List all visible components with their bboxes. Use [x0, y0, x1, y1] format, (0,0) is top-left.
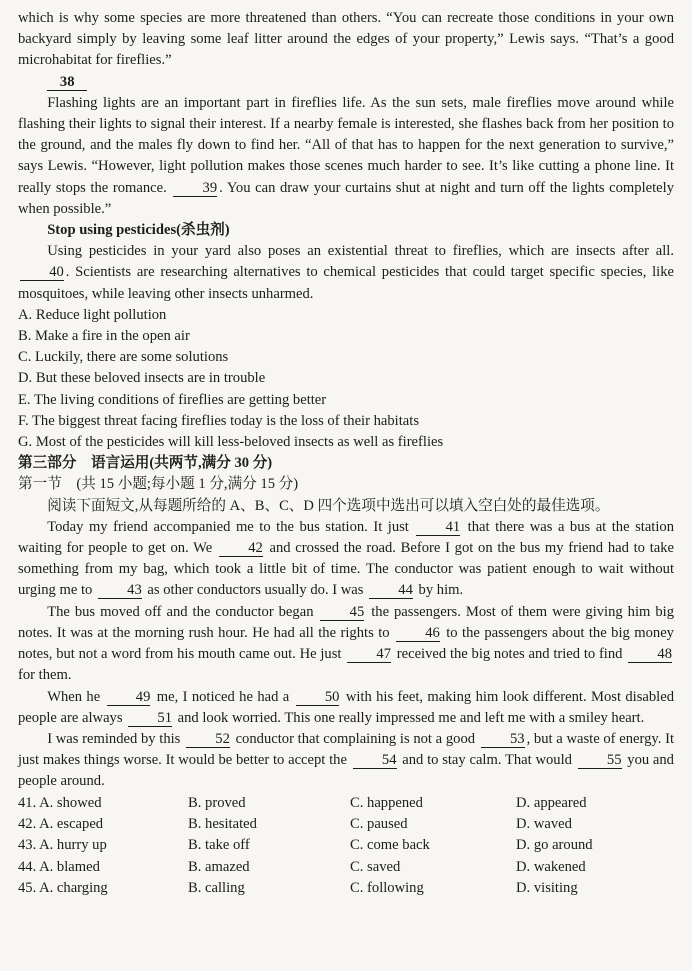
question-45-row — [18, 878, 674, 899]
blank-50: 50 — [296, 689, 340, 706]
q45-option-c: C. following — [350, 880, 424, 897]
blank-40: 40 — [20, 264, 64, 281]
blank-51: 51 — [128, 710, 172, 727]
blank-52: 52 — [186, 731, 230, 748]
paragraph-flashing-lights: Flashing lights are an important part in fireflies life. As the sun sets, male fireflies move around while flashing their lights to signal their interest. If a nearby female is interested, she flashes back from her position to the ground, and the males fly down to find her. “All of that has to happen for the next generation to survive,” says Lewis. “However, light pollution makes those scenes much harder to see. It’s like cutting a phone line. It really stops the romance. 39 . You can draw your curtains shut at night and turn off the lights completely when possible.” — [18, 94, 674, 217]
cloze-paragraph-4: I was reminded by this 52 conductor that complaining is not a good 53 , but a waste of energy. It just makes things worse. It would be better to accept the 54 and to stay calm. That would 55 you and people around. — [18, 730, 675, 790]
blank-55: 55 — [578, 752, 622, 769]
question-42-row — [18, 814, 674, 835]
q43-option-c: C. come back — [350, 837, 430, 854]
q43-option-b: B. take off — [188, 837, 250, 854]
option-d: D. But these beloved insects are in trouble — [18, 370, 266, 387]
blank-42: 42 — [219, 540, 263, 557]
option-e: E. The living conditions of fireflies are getting better — [18, 391, 327, 408]
paragraph-fireflies-habitat: which is why some species are more threatened than others. “You can recreate those conditions in your own backyard simply by leaving some leaf litter around the edges of your property,” Lewis says. “That’s a good microhabitat for fireflies.” — [18, 10, 674, 69]
options-list — [18, 305, 674, 453]
blank-43: 43 — [98, 582, 142, 599]
cloze-paragraph-2: The bus moved off and the conductor began 45 the passengers. Most of them were giving him big notes. It was at the morning rush hour. He had all the rights to 46 to the passengers about the big money notes, but not a word from his mouth came out. He just 47 received the big notes and tried to find 48 for them. — [18, 603, 674, 684]
option-f: F. The biggest threat facing fireflies today is the loss of their habitats — [18, 412, 420, 429]
blank-54: 54 — [353, 752, 397, 769]
blank-41: 41 — [416, 519, 460, 536]
blank-53: 53 — [481, 731, 525, 748]
q42-option-d: D. waved — [516, 815, 572, 832]
q41-option-b: B. proved — [188, 794, 246, 811]
q44-option-c: C. saved — [350, 858, 401, 875]
q44-option-d: D. wakened — [516, 858, 586, 875]
section-heading-pesticides: Stop using pesticides(杀虫剂) — [47, 222, 230, 239]
blank-44: 44 — [369, 582, 413, 599]
q41-option-d: D. appeared — [516, 794, 587, 811]
part-three-title: 第三部分 语言运用(共两节,满分 30 分) — [18, 455, 273, 472]
q43-option-a: 43. A. hurry up — [18, 837, 107, 854]
q45-option-d: D. visiting — [516, 880, 578, 897]
option-g: G. Most of the pesticides will kill less-beloved insects as well as fireflies — [18, 434, 444, 451]
q42-option-b: B. hesitated — [188, 815, 257, 832]
section-one-title: 第一节 (共 15 小题;每小题 1 分,满分 15 分) — [18, 476, 299, 493]
q44-option-b: B. amazed — [188, 858, 250, 875]
cloze-paragraph-1: Today my friend accompanied me to the bus station. It just 41 that there was a bus at the station waiting for people to get on. We 42 and crossed the road. Before I got on the bus my friend had to take something from my bag, which took a little bit of time. The conductor was patient enough to wait without urging me to 43 as other conductors usually do. I was 44 by him. — [18, 518, 674, 599]
q45-option-b: B. calling — [188, 880, 245, 897]
blank-47: 47 — [347, 646, 391, 663]
question-43-row — [18, 835, 674, 856]
exam-page — [18, 0, 674, 900]
answer-choices-table — [18, 793, 674, 900]
question-41-row — [18, 793, 674, 814]
option-a: A. Reduce light pollution — [18, 306, 167, 323]
q42-option-c: C. paused — [350, 815, 408, 832]
paragraph-pesticides: Using pesticides in your yard also poses an existential threat to fireflies, which are insects after all. 40 . Scientists are researching alternatives to chemical pesticides that could target specific species, like mosquitoes, while leaving other insects unharmed. — [18, 243, 674, 302]
q45-option-a: 45. A. charging — [18, 880, 108, 897]
q41-option-a: 41. A. showed — [18, 794, 102, 811]
question-44-row — [18, 857, 674, 878]
q44-option-a: 44. A. blamed — [18, 858, 100, 875]
blank-48: 48 — [628, 646, 672, 663]
q42-option-a: 42. A. escaped — [18, 815, 104, 832]
cloze-paragraph-3: When he 49 me, I noticed he had a 50 with his feet, making him look different. Most disabled people are always 51 and look worried. This one really impressed me and left me with a smiley heart. — [18, 688, 675, 726]
cloze-instruction: 阅读下面短文,从每题所给的 A、B、C、D 四个选项中选出可以填入空白处的最佳选项。 — [47, 497, 610, 514]
blank-45: 45 — [320, 604, 364, 621]
blank-46: 46 — [396, 625, 440, 642]
option-b: B. Make a fire in the open air — [18, 328, 190, 345]
option-c: C. Luckily, there are some solutions — [18, 349, 229, 366]
q43-option-d: D. go around — [516, 837, 593, 854]
question-38-label: 38 — [18, 72, 674, 93]
blank-49: 49 — [107, 689, 151, 706]
blank-39: 39 — [173, 180, 217, 197]
q41-option-c: C. happened — [350, 794, 423, 811]
